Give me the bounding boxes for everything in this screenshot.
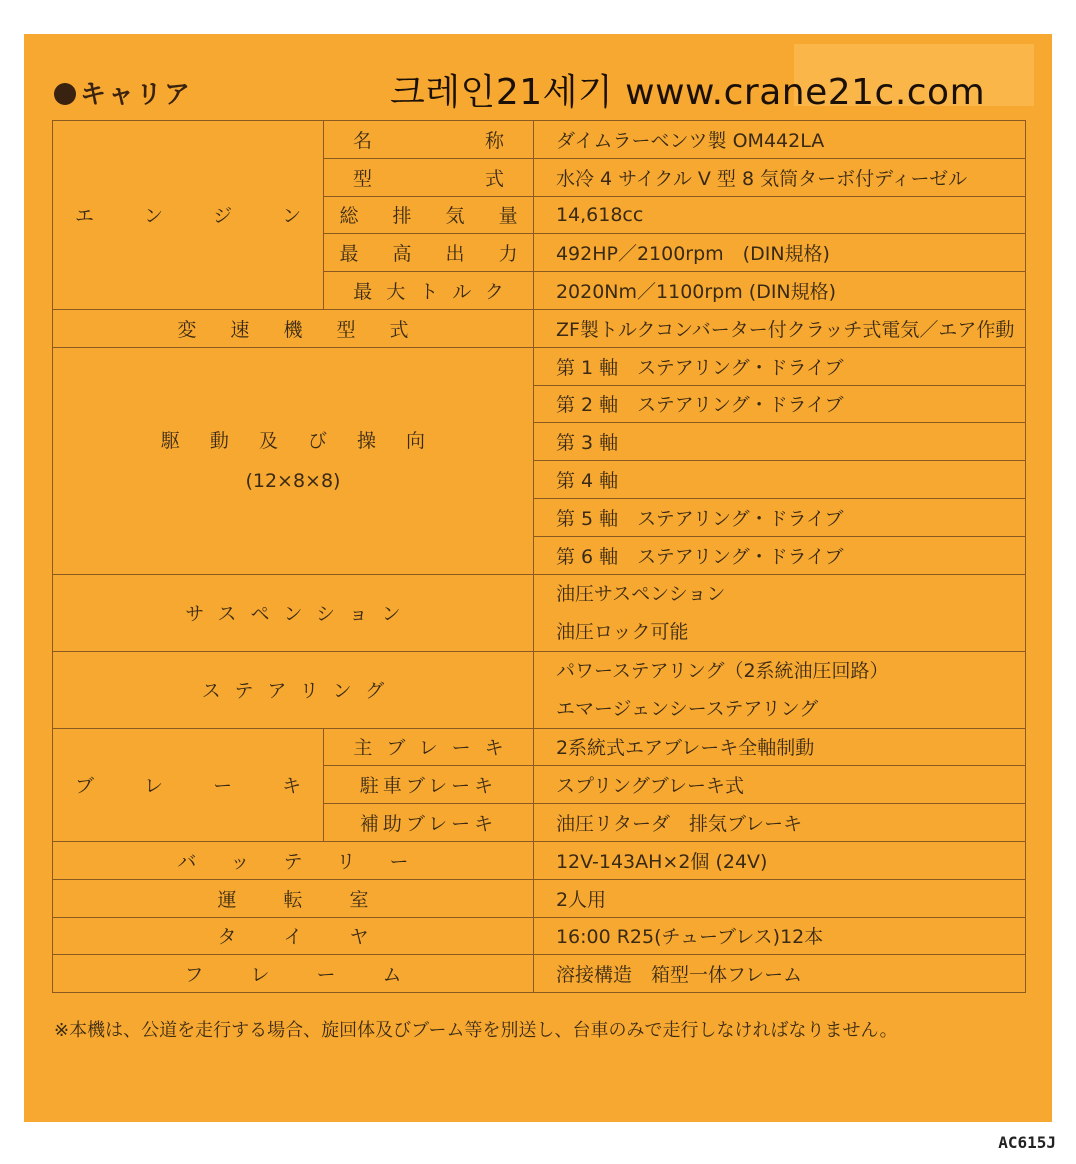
transmission-value: ZF製トルクコンバーター付クラッチ式電気／エア作動 bbox=[533, 309, 1025, 347]
engine-row-label: 名 称 bbox=[324, 121, 534, 159]
engine-row-value: 492HP／2100rpm (DIN規格) bbox=[533, 234, 1025, 272]
engine-row-value: 14,618cc bbox=[533, 196, 1025, 234]
table-row bbox=[53, 309, 1026, 347]
battery-label: バ ッ テ リ ー bbox=[53, 841, 534, 879]
axle-value: 第 6 軸 ステアリング・ドライブ bbox=[533, 536, 1025, 574]
engine-row-label: 型 式 bbox=[324, 158, 534, 196]
cab-value: 2人用 bbox=[533, 879, 1025, 917]
frame-value: 溶接構造 箱型一体フレーム bbox=[533, 955, 1025, 993]
battery-value: 12V-143AH×2個 (24V) bbox=[533, 841, 1025, 879]
watermark-text: 크레인21세기 www.crane21c.com bbox=[390, 72, 986, 113]
frame-label: フ レ ー ム bbox=[53, 955, 534, 993]
steering-values bbox=[533, 651, 1025, 728]
steering-value: パワーステアリング（2系統油圧回路） bbox=[555, 659, 889, 682]
brake-row-label: 主ブレーキ bbox=[324, 728, 534, 766]
brake-row-label: 補助ブレーキ bbox=[324, 804, 534, 842]
suspension-values bbox=[533, 574, 1025, 651]
brake-row-value: 油圧リターダ 排気ブレーキ bbox=[533, 804, 1025, 842]
engine-row-value: 2020Nm／1100rpm (DIN規格) bbox=[533, 272, 1025, 310]
cab-label: 運 転 室 bbox=[53, 879, 534, 917]
transmission-label: 変 速 機 型 式 bbox=[53, 309, 534, 347]
drive-label: 駆 動 及 び 操 向 bbox=[160, 429, 438, 452]
table-row bbox=[53, 728, 1026, 766]
tire-value: 16:00 R25(チューブレス)12本 bbox=[533, 917, 1025, 955]
brake-row-value: 2系統式エアブレーキ全軸制動 bbox=[533, 728, 1025, 766]
table-row bbox=[53, 347, 1026, 385]
engine-label: エ ン ジ ン bbox=[53, 121, 324, 310]
axle-value: 第 2 軸 ステアリング・ドライブ bbox=[533, 385, 1025, 423]
axle-value: 第 4 軸 bbox=[533, 461, 1025, 499]
table-row bbox=[53, 574, 1026, 651]
engine-row-value: ダイムラーベンツ製 OM442LA bbox=[533, 121, 1025, 159]
brake-row-label: 駐車ブレーキ bbox=[324, 766, 534, 804]
brake-row-value: スプリングブレーキ式 bbox=[533, 766, 1025, 804]
suspension-label: サスペンション bbox=[53, 574, 534, 651]
table-row bbox=[53, 841, 1026, 879]
engine-row-label: 総 排 気 量 bbox=[324, 196, 534, 234]
drive-label-cell bbox=[53, 347, 534, 574]
steering-value: エマージェンシーステアリング bbox=[555, 697, 819, 720]
spec-sheet bbox=[24, 34, 1052, 1122]
footnote: ※本機は、公道を走行する場合、旋回体及びブーム等を別送し、台車のみで走行しなければなりません。 bbox=[54, 1020, 898, 1041]
section-heading bbox=[54, 74, 192, 111]
axle-value: 第 1 軸 ステアリング・ドライブ bbox=[533, 347, 1025, 385]
spec-table bbox=[52, 120, 1026, 993]
engine-row-label: 最大トルク bbox=[324, 272, 534, 310]
suspension-value: 油圧ロック可能 bbox=[555, 620, 689, 643]
document-code: AC615J bbox=[998, 1133, 1056, 1152]
table-row bbox=[53, 917, 1026, 955]
brake-label: ブ レ ー キ bbox=[53, 728, 324, 841]
bullet-icon bbox=[54, 83, 76, 105]
suspension-value: 油圧サスペンション bbox=[555, 582, 726, 605]
axle-value: 第 3 軸 bbox=[533, 423, 1025, 461]
section-title: キャリア bbox=[80, 80, 193, 110]
engine-row-value: 水冷 4 サイクル V 型 8 気筒ターボ付ディーゼル bbox=[533, 158, 1025, 196]
drive-sublabel: (12×8×8) bbox=[245, 469, 341, 492]
table-row bbox=[53, 879, 1026, 917]
table-row bbox=[53, 955, 1026, 993]
axle-value: 第 5 軸 ステアリング・ドライブ bbox=[533, 498, 1025, 536]
steering-label: ステアリング bbox=[53, 651, 534, 728]
engine-row-label: 最 高 出 力 bbox=[324, 234, 534, 272]
table-row bbox=[53, 651, 1026, 728]
table-row bbox=[53, 121, 1026, 159]
tire-label: タ イ ヤ bbox=[53, 917, 534, 955]
